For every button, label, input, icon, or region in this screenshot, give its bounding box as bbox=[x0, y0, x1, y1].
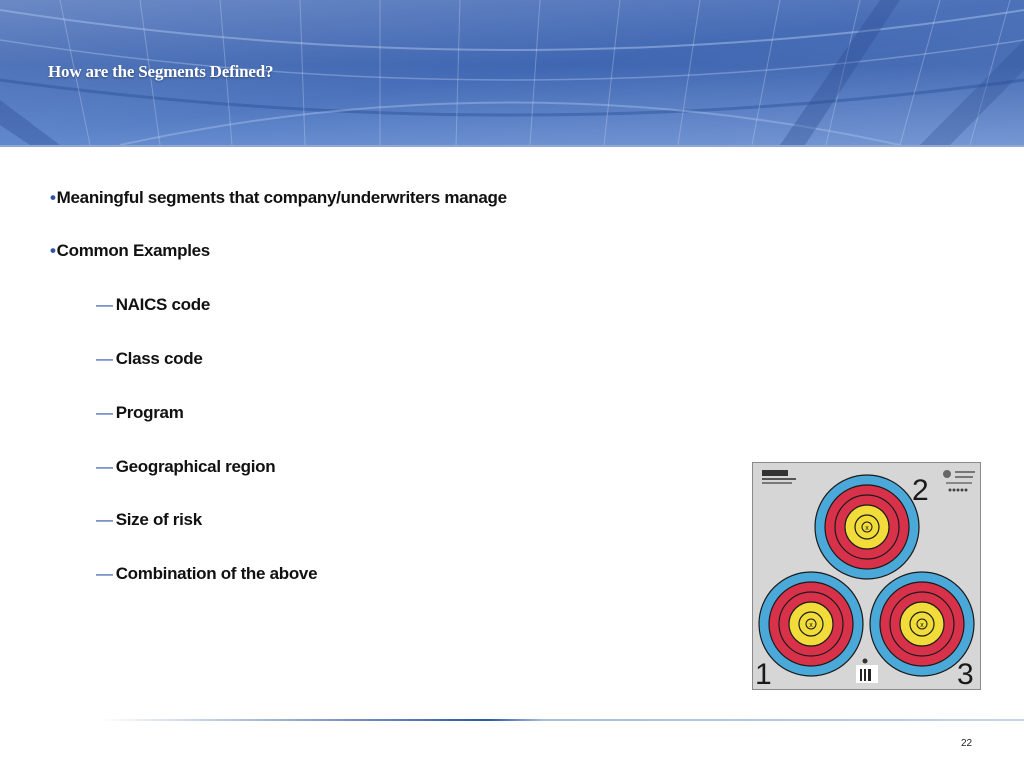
dash-marker: — bbox=[96, 295, 113, 314]
archery-target-image bbox=[752, 462, 981, 690]
dash-marker: — bbox=[96, 349, 113, 368]
slide-title: How are the Segments Defined? bbox=[48, 62, 274, 81]
dash-marker: — bbox=[96, 510, 113, 529]
target-face bbox=[759, 572, 863, 676]
dash-marker: — bbox=[96, 403, 113, 422]
svg-text:x: x bbox=[920, 622, 924, 629]
target-number-3: 3 bbox=[957, 658, 974, 690]
svg-text:x: x bbox=[865, 525, 869, 532]
sub-bullet-text: Class code bbox=[115, 349, 203, 368]
sub-bullet-item bbox=[96, 510, 202, 530]
target-number-1: 1 bbox=[755, 658, 772, 690]
bullet-item bbox=[50, 188, 507, 208]
svg-text:x: x bbox=[809, 622, 813, 629]
sub-bullet-text: Program bbox=[115, 403, 184, 422]
page-number: 22 bbox=[961, 738, 973, 749]
footer-divider bbox=[100, 719, 1024, 721]
sub-bullet-item bbox=[96, 295, 210, 315]
sub-bullet-text: Size of risk bbox=[115, 510, 202, 529]
bullet-item bbox=[50, 241, 210, 261]
header-divider bbox=[0, 145, 1024, 147]
sub-bullet-text: Combination of the above bbox=[115, 564, 318, 583]
dash-marker: — bbox=[96, 564, 113, 583]
sub-bullet-item bbox=[96, 564, 317, 584]
sub-bullet-text: NAICS code bbox=[115, 295, 210, 314]
sub-bullet-item bbox=[96, 457, 275, 477]
target-number-2: 2 bbox=[912, 474, 929, 507]
header-banner bbox=[0, 0, 1024, 145]
sub-bullet-item bbox=[96, 349, 202, 369]
bullet-text: Common Examples bbox=[56, 241, 210, 260]
bullet-marker: • bbox=[50, 241, 56, 260]
sub-bullet-item bbox=[96, 403, 184, 423]
bullet-marker: • bbox=[50, 188, 56, 207]
target-face bbox=[815, 475, 919, 579]
bullet-text: Meaningful segments that company/underwriters manage bbox=[56, 188, 507, 207]
sub-bullet-text: Geographical region bbox=[115, 457, 276, 476]
dash-marker: — bbox=[96, 457, 113, 476]
